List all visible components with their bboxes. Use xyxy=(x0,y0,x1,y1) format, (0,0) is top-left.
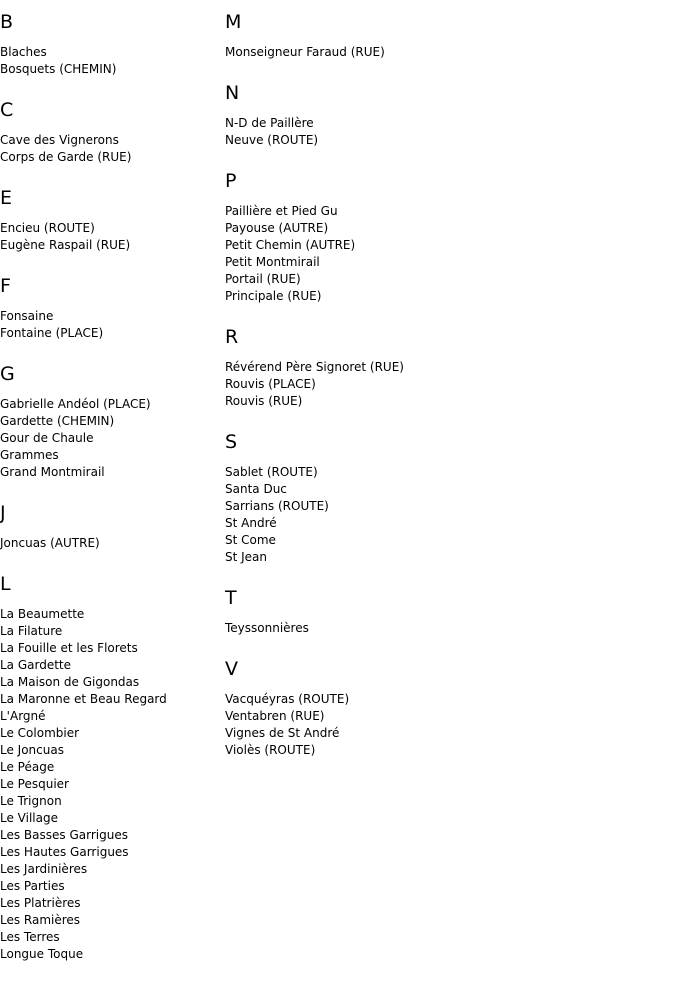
street-name: Les Jardinières xyxy=(0,862,88,876)
street-name: Le Village xyxy=(0,811,58,825)
street-name: Les Basses Garrigues xyxy=(0,828,128,842)
street-name: Ventabren (RUE) xyxy=(225,709,325,723)
street-list xyxy=(0,396,220,481)
street-name: Le Péage xyxy=(0,760,55,774)
street-name: Vignes de St André xyxy=(225,726,340,740)
street-index-column-left xyxy=(0,10,220,983)
street-name: St Come xyxy=(225,533,276,547)
letter-group-g xyxy=(0,362,220,481)
letter-heading: F xyxy=(0,275,11,297)
letter-group-t xyxy=(225,586,665,637)
letter-heading: V xyxy=(225,658,238,680)
street-name: Petit Montmirail xyxy=(225,255,320,269)
street-name: N-D de Paillère xyxy=(225,116,314,130)
letter-group-c xyxy=(0,98,220,166)
street-name: L'Argné xyxy=(0,709,46,723)
letter-heading: B xyxy=(0,11,14,33)
street-name: Les Hautes Garrigues xyxy=(0,845,129,859)
street-name: La Fouille et les Florets xyxy=(0,641,138,655)
letter-group-e xyxy=(0,186,220,254)
street-name: La Beaumette xyxy=(0,607,85,621)
letter-group-n xyxy=(225,81,665,149)
street-name: Les Parties xyxy=(0,879,65,893)
street-name: Rouvis (RUE) xyxy=(225,394,303,408)
letter-heading: P xyxy=(225,170,237,192)
street-name: Les Terres xyxy=(0,930,60,944)
street-name: Corps de Garde (RUE) xyxy=(0,150,132,164)
street-name: Santa Duc xyxy=(225,482,287,496)
street-name: Gour de Chaule xyxy=(0,431,94,445)
street-list xyxy=(225,359,665,410)
street-name: Blaches xyxy=(0,45,47,59)
street-name: La Gardette xyxy=(0,658,72,672)
letter-heading: N xyxy=(225,82,240,104)
street-name: Rouvis (PLACE) xyxy=(225,377,316,391)
street-list xyxy=(0,606,220,963)
street-name: La Filature xyxy=(0,624,63,638)
street-name: St Jean xyxy=(225,550,268,564)
street-name: Vacquéyras (ROUTE) xyxy=(225,692,350,706)
street-name: Portail (RUE) xyxy=(225,272,301,286)
letter-group-p xyxy=(225,169,665,305)
street-name: Le Joncuas xyxy=(0,743,64,757)
street-name: Sarrians (ROUTE) xyxy=(225,499,329,513)
street-list xyxy=(0,308,220,342)
street-name: Payouse (AUTRE) xyxy=(225,221,329,235)
street-index-column-right xyxy=(225,10,665,779)
street-list xyxy=(225,44,665,61)
street-name: Sablet (ROUTE) xyxy=(225,465,318,479)
letter-group-s xyxy=(225,430,665,566)
street-name: Joncuas (AUTRE) xyxy=(0,536,100,550)
street-name: Teyssonnières xyxy=(225,621,309,635)
street-name: Les Platrières xyxy=(0,896,81,910)
street-list xyxy=(225,115,665,149)
letter-heading: G xyxy=(0,363,15,385)
street-name: Cave des Vignerons xyxy=(0,133,119,147)
street-name: Gabrielle Andéol (PLACE) xyxy=(0,397,151,411)
letter-heading: T xyxy=(225,587,237,609)
street-name: Neuve (ROUTE) xyxy=(225,133,319,147)
letter-heading: J xyxy=(0,502,6,524)
street-name: Eugène Raspail (RUE) xyxy=(0,238,131,252)
street-list xyxy=(225,464,665,566)
street-name: Les Ramières xyxy=(0,913,81,927)
letter-group-j xyxy=(0,501,220,552)
street-name: Le Pesquier xyxy=(0,777,69,791)
letter-group-m xyxy=(225,10,665,61)
street-list xyxy=(225,203,665,305)
street-list xyxy=(0,220,220,254)
street-list xyxy=(0,44,220,78)
street-name: Paillière et Pied Gu xyxy=(225,204,338,218)
street-list xyxy=(225,620,665,637)
letter-heading: E xyxy=(0,187,13,209)
street-name: Grammes xyxy=(0,448,59,462)
street-name: Gardette (CHEMIN) xyxy=(0,414,115,428)
street-name: Le Colombier xyxy=(0,726,80,740)
street-name: Révérend Père Signoret (RUE) xyxy=(225,360,404,374)
street-name: Le Trignon xyxy=(0,794,62,808)
street-list xyxy=(0,535,220,552)
street-name: Bosquets (CHEMIN) xyxy=(0,62,117,76)
street-name: Grand Montmirail xyxy=(0,465,105,479)
street-list xyxy=(225,691,665,759)
street-list xyxy=(0,132,220,166)
street-name: La Maison de Gigondas xyxy=(0,675,140,689)
letter-group-r xyxy=(225,325,665,410)
letter-group-f xyxy=(0,274,220,342)
letter-heading: R xyxy=(225,326,239,348)
street-name: Principale (RUE) xyxy=(225,289,322,303)
letter-heading: L xyxy=(0,573,11,595)
street-name: Petit Chemin (AUTRE) xyxy=(225,238,356,252)
street-name: Monseigneur Faraud (RUE) xyxy=(225,45,385,59)
letter-group-l xyxy=(0,572,220,963)
letter-group-b xyxy=(0,10,220,78)
street-name: Fonsaine xyxy=(0,309,54,323)
letter-heading: S xyxy=(225,431,238,453)
letter-heading: M xyxy=(225,11,242,33)
letter-heading: C xyxy=(0,99,14,121)
street-name: Violès (ROUTE) xyxy=(225,743,316,757)
street-name: Longue Toque xyxy=(0,947,84,961)
street-name: St André xyxy=(225,516,277,530)
letter-group-v xyxy=(225,657,665,759)
street-name: Fontaine (PLACE) xyxy=(0,326,104,340)
street-name: La Maronne et Beau Regard xyxy=(0,692,167,706)
street-name: Encieu (ROUTE) xyxy=(0,221,95,235)
